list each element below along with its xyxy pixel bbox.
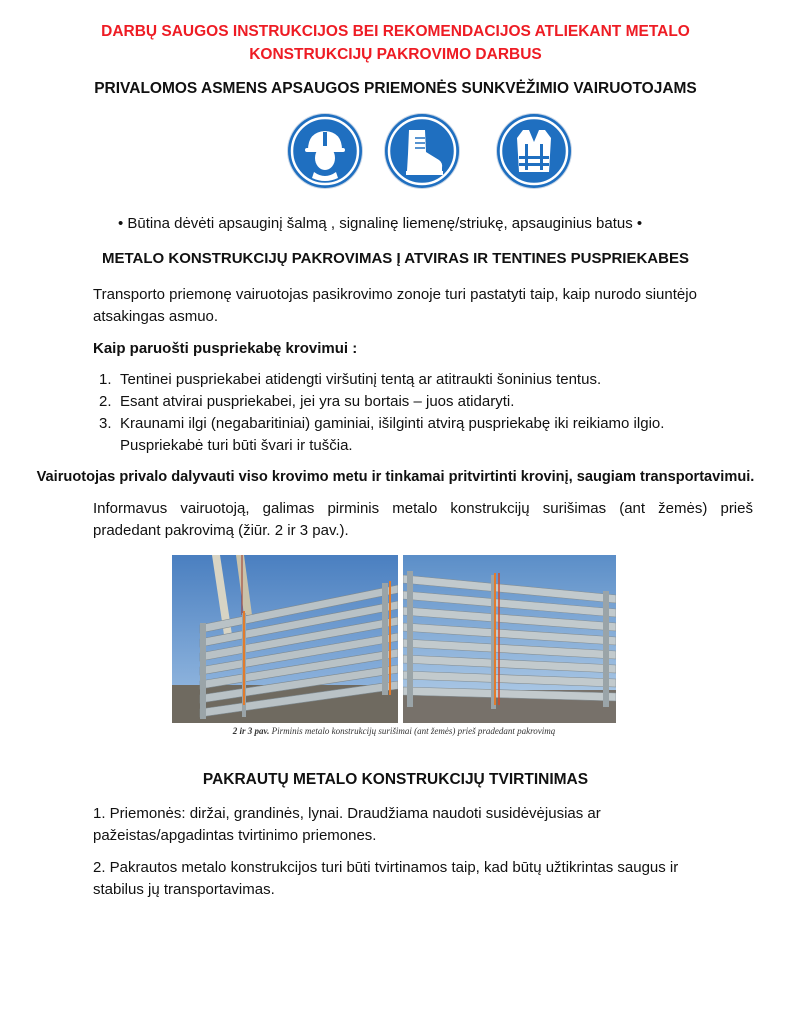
securing-p2-line-2: stabilus jų transportavimas. <box>93 881 275 898</box>
securing-paragraph-1 <box>93 803 753 847</box>
figure-caption-text: Pirminis metalo konstrukcijų surišimai (ant žemės) prieš pradedant pakrovimą <box>269 726 556 736</box>
title-line-2: KONSTRUKCIJŲ PAKROVIMO DARBUS <box>249 46 542 63</box>
helmet-icon <box>288 114 362 188</box>
step-text-continued: Puspriekabė turi būti švari ir tuščia. <box>120 437 353 454</box>
step-text: Esant atvirai puspriekabei, jei yra su bortais – juos atidaryti. <box>120 393 515 410</box>
prep-steps <box>93 369 753 457</box>
step-text: Tentinei puspriekabei atidengti viršutinį tentą ar atitraukti šoninius tentus. <box>120 371 602 388</box>
step-number: 1. <box>99 371 112 388</box>
loading-heading: METALO KONSTRUKCIJŲ PAKROVIMAS Į ATVIRAS IR TENTINES PUSPRIEKABES <box>102 250 689 267</box>
step-text: Kraunami ilgi (negabaritiniai) gaminiai, išilginti atvirą puspriekabę iki reikiamo ilgio. <box>120 415 665 432</box>
securing-paragraph-2 <box>93 857 753 901</box>
intro-line-2: atsakingas asmuo. <box>93 308 219 325</box>
safety-boot-icon <box>385 114 459 188</box>
info-line-2: pradedant pakrovimą (žiūr. 2 ir 3 pav.). <box>93 522 349 539</box>
intro-line-1: Transporto priemonę vairuotojas pasikrovimo zonoje turi pastatyti taip, kaip nurodo siuntėjo <box>93 286 697 303</box>
document-title <box>0 20 791 66</box>
securing-p2-line-1: 2. Pakrautos metalo konstrukcijos turi būti tvirtinamos taip, kad būtų užtikrintas saugus ir <box>93 859 679 876</box>
info-paragraph <box>93 498 753 542</box>
info-line-1: Informavus vairuotoją, galimas pirminis metalo konstrukcijų surišimas (ant žemės) prieš <box>93 500 753 517</box>
loading-intro <box>93 284 753 328</box>
step-number: 3. <box>99 415 112 432</box>
list-item <box>93 369 753 391</box>
title-line-1: DARBŲ SAUGOS INSTRUKCIJOS BEI REKOMENDACIJOS ATLIEKANT METALO <box>101 23 690 40</box>
hi-vis-vest-icon <box>497 114 571 188</box>
photo-right <box>403 555 616 723</box>
securing-heading: PAKRAUTŲ METALO KONSTRUKCIJŲ TVIRTINIMAS <box>202 771 589 788</box>
ppe-heading: PRIVALOMOS ASMENS APSAUGOS PRIEMONĖS SUNKVĖŽIMIO VAIRUOTOJAMS <box>94 80 697 97</box>
prep-heading: Kaip paruošti puspriekabę krovimui : <box>93 340 358 357</box>
list-item <box>93 413 753 457</box>
step-number: 2. <box>99 393 112 410</box>
figure-caption <box>172 726 616 736</box>
securing-p1-line-2: pažeistas/apgadintas tvirtinimo priemones. <box>93 827 377 844</box>
photo-left <box>172 555 398 723</box>
list-item <box>93 391 753 413</box>
securing-p1-line-1: 1. Priemonės: diržai, grandinės, lynai. Draudžiama naudoti susidėvėjusias ar <box>93 805 601 822</box>
figure-caption-number: 2 ir 3 pav. <box>232 726 270 736</box>
driver-note: Vairuotojas privalo dalyvauti viso krovimo metu ir tinkamai pritvirtinti krovinį, saugiam transportavimui. <box>36 469 755 485</box>
ppe-note: • Būtina dėvėti apsauginį šalmą , signalinę liemenę/striukę, apsauginius batus • <box>118 215 643 232</box>
